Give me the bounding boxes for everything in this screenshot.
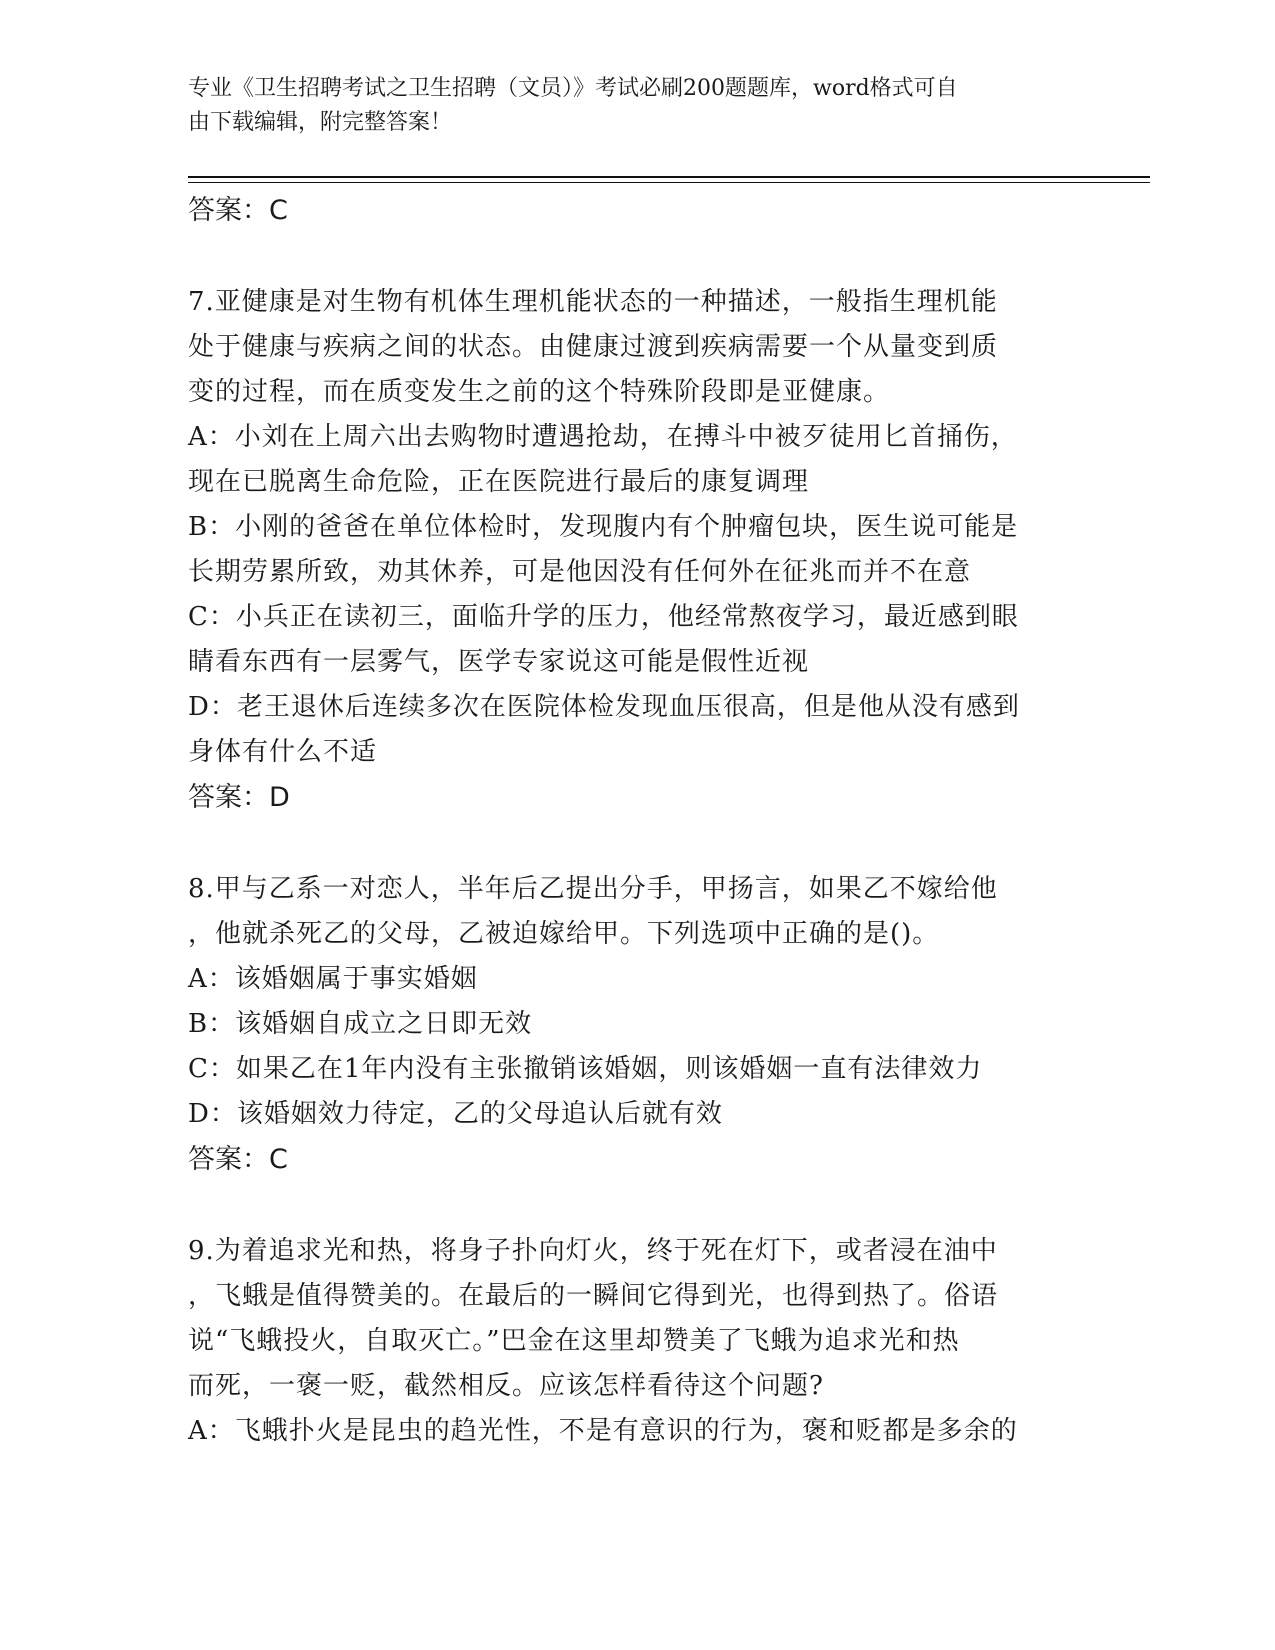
question-content [188, 188, 1088, 1454]
spacer [188, 234, 1088, 280]
question-stem-line: 而死，一褒一贬，截然相反。应该怎样看待这个问题? [188, 1371, 824, 1401]
option-line: 睛看东西有一层雾气，医学专家说这可能是假性近视 [188, 647, 810, 677]
question-9 [188, 1229, 1088, 1454]
option-line: 现在已脱离生命危险，正在医院进行最后的康复调理 [188, 467, 810, 497]
page-header [188, 72, 1088, 140]
question-stem-line: ，飞蛾是值得赞美的。在最后的一瞬间它得到光，也得到热了。俗语 [188, 1281, 999, 1311]
answer-label: 答案：C [188, 1144, 288, 1175]
option-line: C：如果乙在1年内没有主张撤销该婚姻，则该婚姻一直有法律效力 [188, 1054, 983, 1084]
option-line: B：小刚的爸爸在单位体检时，发现腹内有个肿瘤包块，医生说可能是 [188, 512, 1019, 542]
option-line: 长期劳累所致，劝其休养，可是他因没有任何外在征兆而并不在意 [188, 557, 972, 587]
answer-label: 答案：C [188, 195, 288, 226]
question-8 [188, 867, 1088, 1183]
option-line: B：该婚姻自成立之日即无效 [188, 1009, 533, 1039]
question-stem-line: 7.亚健康是对生物有机体生理机能状态的一种描述，一般指生理机能 [188, 287, 998, 317]
question-stem-line: 8.甲与乙系一对恋人，半年后乙提出分手，甲扬言，如果乙不嫁给他 [188, 874, 998, 904]
header-line-2: 由下载编辑，附完整答案！ [188, 110, 453, 135]
header-line-1: 专业《卫生招聘考试之卫生招聘（文员）》考试必刷200题题库，word格式可自 [188, 76, 958, 101]
option-line: 身体有什么不适 [188, 737, 378, 767]
question-7 [188, 280, 1088, 821]
option-line: A：飞蛾扑火是昆虫的趋光性，不是有意识的行为，褒和贬都是多余的 [188, 1416, 1018, 1446]
answer-label: 答案：D [188, 782, 290, 813]
option-line: C：小兵正在读初三，面临升学的压力，他经常熬夜学习，最近感到眼 [188, 602, 1019, 632]
header-divider-thin [188, 182, 1150, 183]
question-stem-line: 9.为着追求光和热，将身子扑向灯火，终于死在灯下，或者浸在油中 [188, 1236, 998, 1266]
question-stem-line: ，他就杀死乙的父母，乙被迫嫁给甲。下列选项中正确的是()。 [188, 919, 940, 949]
question-stem-line: 说“飞蛾投火，自取灭亡。”巴金在这里却赞美了飞蛾为追求光和热 [188, 1326, 960, 1356]
spacer [188, 1183, 1088, 1229]
spacer [188, 821, 1088, 867]
option-line: D：老王退休后连续多次在医院体检发现血压很高，但是他从没有感到 [188, 692, 1020, 722]
question-stem-line: 处于健康与疾病之间的状态。由健康过渡到疾病需要一个从量变到质 [188, 332, 999, 362]
question-stem-line: 变的过程，而在质变发生之前的这个特殊阶段即是亚健康。 [188, 377, 891, 407]
option-line: A：该婚姻属于事实婚姻 [188, 964, 478, 994]
option-line: A：小刘在上周六出去购物时遭遇抢劫，在搏斗中被歹徒用匕首捅伤， [188, 422, 1018, 452]
option-line: D：该婚姻效力待定，乙的父母追认后就有效 [188, 1099, 723, 1129]
header-divider-thick [188, 176, 1150, 178]
